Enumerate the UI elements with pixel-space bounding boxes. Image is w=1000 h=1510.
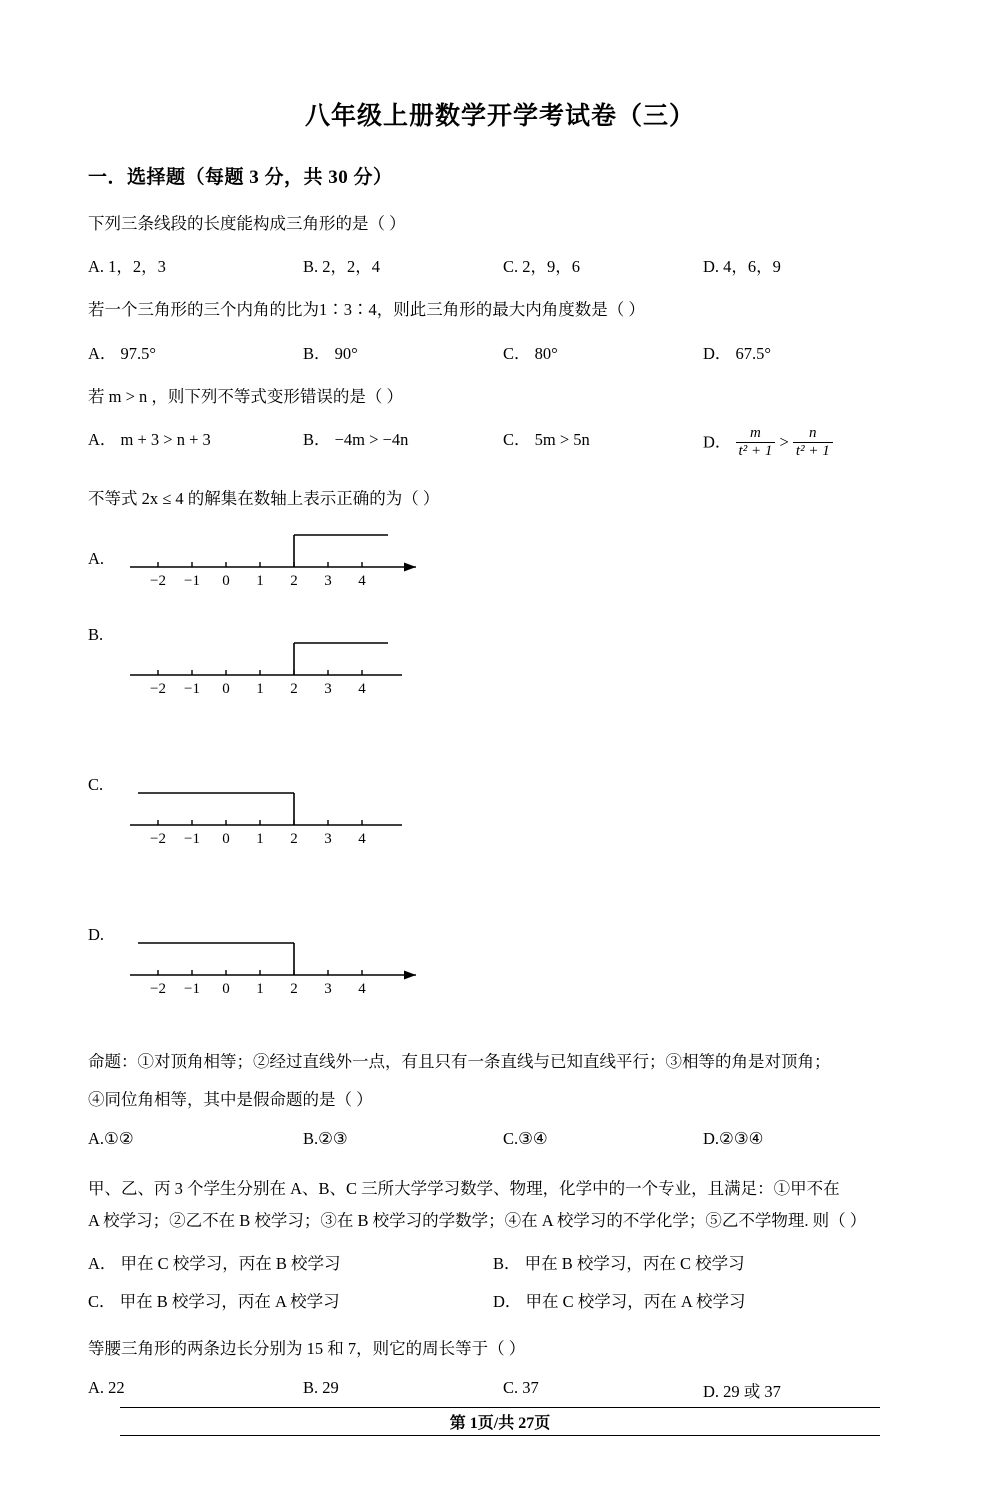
svg-text:1: 1 <box>256 572 264 589</box>
svg-text:2: 2 <box>290 830 298 847</box>
section-title-choice: 一．选择题（每题 3 分，共 30 分） <box>88 167 393 188</box>
numberline-b <box>116 625 436 695</box>
option-3-d-label: D． <box>703 432 732 452</box>
question-1-text: 下列三条线段的长度能构成三角形的是（ ） <box>88 214 406 233</box>
numberline-b-svg <box>116 625 436 701</box>
svg-text:2: 2 <box>290 980 298 997</box>
question-6-stem <box>88 1173 918 1236</box>
svg-text:−1: −1 <box>184 572 200 589</box>
svg-text:−2: −2 <box>150 680 166 697</box>
option-5-c[interactable]: C.③④ <box>503 1129 548 1149</box>
svg-text:−1: −1 <box>184 980 200 997</box>
svg-text:3: 3 <box>324 572 332 589</box>
question-2-stem <box>88 297 918 323</box>
svg-text:−1: −1 <box>184 830 200 847</box>
option-6-c[interactable]: C． 甲在 B 校学习，丙在 A 校学习 <box>88 1292 340 1312</box>
svg-text:1: 1 <box>256 680 264 697</box>
fraction-denominator-left: t² + 1 <box>736 442 776 460</box>
option-7-c[interactable]: C. 37 <box>503 1378 539 1398</box>
exam-page <box>0 96 1000 1510</box>
svg-text:4: 4 <box>358 830 366 847</box>
svg-text:4: 4 <box>358 980 366 997</box>
question-4-stem <box>88 486 918 512</box>
svg-text:1: 1 <box>256 830 264 847</box>
option-1-b[interactable]: B. 2，2，4 <box>303 257 381 277</box>
svg-text:4: 4 <box>358 680 366 697</box>
svg-text:−2: −2 <box>150 830 166 847</box>
svg-text:4: 4 <box>358 572 366 589</box>
option-5-b[interactable]: B.②③ <box>303 1129 348 1149</box>
numberline-d-svg <box>116 925 436 1001</box>
svg-text:2: 2 <box>290 680 298 697</box>
svg-text:3: 3 <box>324 980 332 997</box>
option-7-d[interactable]: D. 29 或 37 <box>703 1382 781 1402</box>
question-4-choice-d[interactable] <box>88 925 918 1043</box>
question-4-text: 不等式 2x ≤ 4 的解集在数轴上表示正确的为（ ） <box>88 489 440 509</box>
numberline-c-svg <box>116 775 436 851</box>
question-7-text: 等腰三角形的两条边长分别为 15 和 7，则它的周长等于（ ） <box>88 1339 526 1359</box>
svg-text:0: 0 <box>222 680 230 697</box>
option-2-d[interactable]: D． 67.5° <box>703 343 772 363</box>
fraction-m-over-t2plus1 <box>736 425 776 461</box>
option-3-c[interactable]: C． 5m > 5n <box>503 430 590 450</box>
question-5-text-line2: ④同位角相等，其中是假命题的是（ ） <box>88 1089 373 1109</box>
question-3-stem <box>88 384 918 410</box>
svg-text:3: 3 <box>324 830 332 847</box>
question-3-options <box>88 426 918 472</box>
question-3-text: 若 m > n ，则下列不等式变形错误的是（ ） <box>88 386 404 406</box>
option-5-d[interactable]: D.②③④ <box>703 1129 764 1149</box>
numberline-d <box>116 925 436 995</box>
question-7-stem <box>88 1336 918 1362</box>
option-6-a[interactable]: A． 甲在 C 校学习，丙在 B 校学习 <box>88 1254 341 1274</box>
fraction-numerator-left: m <box>750 425 761 442</box>
svg-text:−2: −2 <box>150 980 166 997</box>
question-5-stem <box>88 1049 918 1114</box>
question-2-text: 若一个三角形的三个内角的比为1∶3∶4，则此三角形的最大内角度数是（ ） <box>88 300 645 320</box>
question-1-stem <box>88 211 918 237</box>
choice-d-label: D. <box>88 924 105 944</box>
fraction-n-over-t2plus1 <box>793 425 833 461</box>
choice-a-label: A. <box>88 548 105 568</box>
svg-text:3: 3 <box>324 680 332 697</box>
question-4-choice-a[interactable] <box>88 521 918 593</box>
option-6-d[interactable]: D． 甲在 C 校学习，丙在 A 校学习 <box>493 1292 746 1312</box>
option-5-a[interactable]: A.①② <box>88 1129 134 1149</box>
option-2-b[interactable]: B． 90° <box>303 343 358 363</box>
page-title: 八年级上册数学开学考试卷（三） <box>304 103 695 130</box>
page-footer-text: 第 1页/共 27页 <box>120 1407 880 1436</box>
numberline-a <box>116 521 436 591</box>
numberline-c <box>116 775 436 845</box>
option-2-c[interactable]: C． 80° <box>503 343 558 363</box>
option-7-a[interactable]: A. 22 <box>88 1378 125 1398</box>
option-1-d[interactable]: D. 4，6，9 <box>703 257 781 277</box>
svg-text:2: 2 <box>290 572 298 589</box>
question-6-options <box>88 1250 918 1318</box>
option-1-c[interactable]: C. 2，9，6 <box>503 257 581 277</box>
option-7-b[interactable]: B. 29 <box>303 1378 339 1398</box>
option-3-a[interactable]: A． m + 3 > n + 3 <box>88 430 211 450</box>
question-6-text-line2: A 校学习；②乙不在 B 校学习；③在 B 校学习的学数学；④在 A 校学习的不学化学；⑤乙不学物理. 则（ ） <box>88 1210 867 1230</box>
question-5-text-line1: 命题：①对顶角相等；②经过直线外一点，有且只有一条直线与已知直线平行；③相等的角是对顶角； <box>88 1051 831 1071</box>
svg-text:−1: −1 <box>184 680 200 697</box>
question-6-options-row-2 <box>88 1288 918 1318</box>
question-6-options-row-1 <box>88 1250 918 1280</box>
fraction-numerator-right: n <box>809 425 817 442</box>
option-6-b[interactable]: B． 甲在 B 校学习，丙在 C 校学习 <box>493 1254 745 1274</box>
relation-symbol: > <box>779 432 789 452</box>
choice-c-label: C. <box>88 774 104 794</box>
svg-text:1: 1 <box>256 980 264 997</box>
option-3-d[interactable] <box>703 426 833 462</box>
svg-text:0: 0 <box>222 980 230 997</box>
question-1-options <box>88 253 918 275</box>
option-2-a[interactable]: A． 97.5° <box>88 343 157 363</box>
svg-text:0: 0 <box>222 572 230 589</box>
question-6-text-line1: 甲、乙、丙 3 个学生分别在 A、B、C 三所大学学习数学、物理，化学中的一个专业，且满足：①甲不在 <box>88 1179 840 1199</box>
numberline-a-svg <box>116 521 436 593</box>
question-7-options <box>88 1378 918 1400</box>
fraction-denominator-right: t² + 1 <box>793 442 833 460</box>
question-4-choice-b[interactable] <box>88 625 918 743</box>
question-5-options <box>88 1129 918 1151</box>
option-3-b[interactable]: B． −4m > −4n <box>303 430 409 450</box>
question-4-choice-c[interactable] <box>88 775 918 893</box>
svg-text:−2: −2 <box>150 572 166 589</box>
choice-b-label: B. <box>88 624 104 644</box>
option-1-a[interactable]: A. 1，2，3 <box>88 257 166 277</box>
svg-text:0: 0 <box>222 830 230 847</box>
question-2-options <box>88 340 918 362</box>
page-footer <box>0 1407 1000 1436</box>
